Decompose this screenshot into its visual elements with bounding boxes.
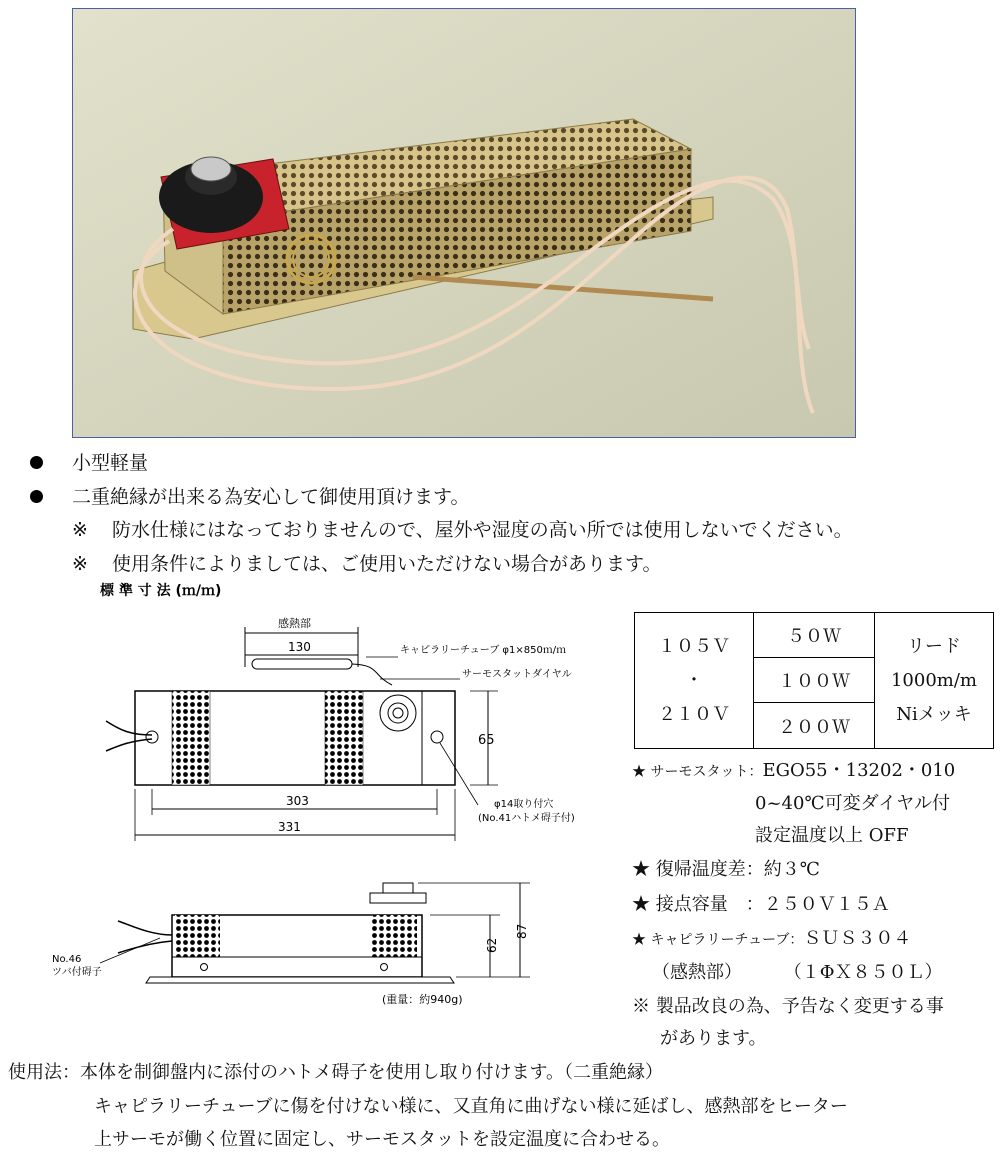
capillary-sub-b: （１ΦＸ８５０Ｌ） (783, 962, 943, 983)
usage-text-1: 本体を制御盤内に添付のハトメ碍子を使用し取り付けます。（二重絶縁） (80, 1062, 664, 1083)
watt-50: ５０Ｗ (754, 613, 875, 658)
voltage-cell (635, 613, 754, 749)
spec-table (634, 612, 994, 749)
spec-notice-1: ※ 製品改良の為、予告なく変更する事 (632, 996, 944, 1017)
note-text: 防水仕様にはなっておりませんので、屋外や湿度の高い所では使用しないでください。 (111, 519, 853, 541)
spec-thermostat-range: 0~40℃可変ダイヤル付 (755, 793, 951, 814)
lead-plating: Niメッキ (896, 703, 972, 725)
label-sensor: 感熱部 (278, 617, 311, 630)
thermostat-value: EGO55・13202・010 (762, 760, 956, 781)
note-1 (72, 515, 853, 542)
capillary-label: ★ キャピラリーチューブ： (632, 932, 804, 948)
label-dial: サーモスタットダイヤル (462, 669, 572, 680)
bullet-item-1 (0, 448, 990, 474)
dim-130: 130 (288, 640, 311, 654)
watt-100: １００Ｗ (754, 658, 875, 703)
usage-line-2: キャピラリーチューブに傷を付けない様に、又直角に曲げない様に延ばし、感熱部をヒーター (94, 1096, 848, 1117)
dim-62: 62 (485, 937, 499, 953)
capillary-value: ＳＵＳ３０４ (803, 928, 912, 949)
spec-capillary-sub (652, 958, 943, 984)
capillary-sub-a: （感熱部） (652, 962, 742, 983)
dim-87: 87 (515, 923, 529, 939)
lead-cell (875, 613, 994, 749)
dim-65: 65 (478, 733, 495, 748)
label-grommet: (No.41ハトメ碍子付) (478, 813, 575, 824)
lead-length: 1000m/m (890, 669, 977, 691)
dim-303: 303 (286, 794, 309, 808)
product-photo (72, 8, 856, 438)
watt-200: ２００Ｗ (754, 703, 875, 749)
lead-label: リード (907, 635, 961, 657)
label-capillary: キャピラリーチューブ φ1×850ｍ/ｍ (400, 645, 567, 656)
diagram-title: 標 準 寸 法 (ｍ/ｍ) (100, 583, 222, 599)
bullet-text: 二重絶縁が出来る為安心して御使用頂けます。 (72, 486, 470, 508)
note-mark: ※ (72, 519, 88, 541)
bullet-text: 小型軽量 (72, 452, 149, 474)
bullet-dot (30, 456, 43, 469)
note-text: 使用条件によりましては、ご使用いただけない場合があります。 (111, 553, 662, 575)
bullet-item-2 (0, 482, 990, 508)
spec-diff: ★ 復帰温度差：約３℃ (632, 859, 820, 880)
label-no46: No.46 (52, 954, 82, 965)
voltage-105: １０５Ｖ (658, 635, 730, 657)
spec-thermostat (632, 756, 955, 782)
spec-capillary (632, 924, 911, 950)
usage-label: 使用法： (8, 1062, 80, 1083)
bullet-dot (30, 490, 43, 503)
voltage-sep: ・ (685, 669, 703, 691)
spec-contact: ★ 接点容量 ：２５０Ｖ１５Ａ (632, 894, 890, 915)
dim-331: 331 (278, 820, 301, 834)
voltage-210: ２１０Ｖ (658, 703, 730, 725)
label-hole: φ14取り付穴 (494, 799, 554, 810)
note-mark: ※ (72, 553, 88, 575)
thermostat-label: ★ サーモスタット： (632, 764, 763, 780)
weight-note: (重量：約940g) (382, 993, 463, 1006)
heater-illustration (73, 9, 856, 438)
spec-thermostat-off: 設定温度以上 OFF (755, 825, 909, 846)
usage-line-1 (8, 1058, 663, 1084)
dimension-diagram (0, 575, 630, 1015)
note-2 (72, 549, 661, 576)
label-collar-grommet: ツバ付碍子 (52, 967, 102, 978)
spec-notice-2: があります。 (660, 1028, 767, 1049)
usage-line-3: 上サーモが働く位置に固定し、サーモスタットを設定温度に合わせる。 (94, 1129, 670, 1150)
